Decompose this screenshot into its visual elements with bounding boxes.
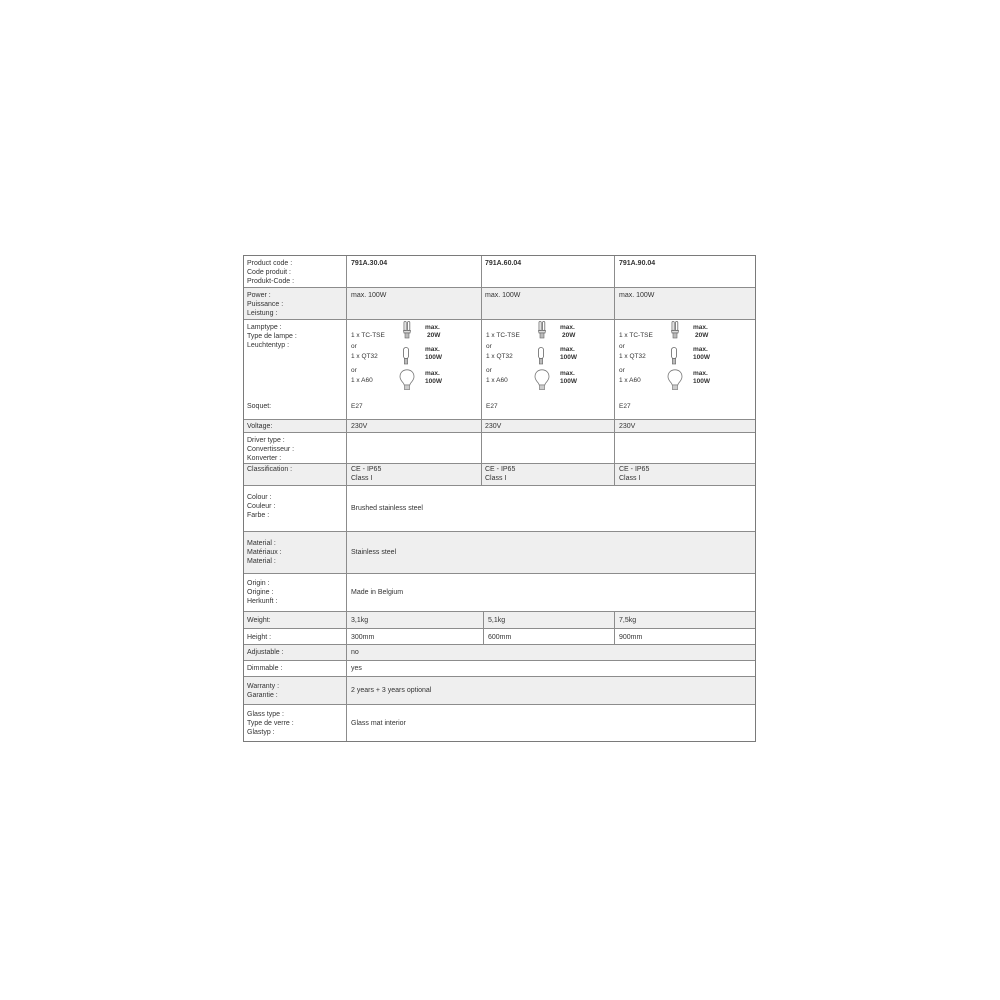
label-voltage bbox=[244, 420, 347, 432]
glass-value: Glass mat interior bbox=[351, 719, 406, 727]
lamp-or: or bbox=[619, 367, 625, 374]
label-origin bbox=[244, 574, 347, 611]
label-line: Type de verre : bbox=[247, 720, 294, 727]
lamp-max: max. bbox=[560, 370, 575, 377]
label-height bbox=[244, 629, 347, 644]
label-adjustable bbox=[244, 645, 347, 660]
lamp-max: max. bbox=[425, 324, 440, 331]
row-product-code bbox=[244, 256, 755, 288]
weight-value: 5,1kg bbox=[488, 617, 506, 624]
lamp-name: 1 x QT32 bbox=[486, 353, 513, 360]
label-line: Dimmable : bbox=[247, 665, 283, 672]
label-line: Height : bbox=[247, 634, 272, 641]
power-value: max. 100W bbox=[619, 292, 655, 299]
product-code-value: 791A.90.04 bbox=[619, 260, 656, 267]
label-line: Konverter : bbox=[247, 455, 282, 462]
classification-1 bbox=[347, 464, 482, 485]
driver-1 bbox=[347, 433, 482, 463]
halogen-bulb-icon bbox=[537, 347, 545, 365]
lamp-max: max. bbox=[425, 346, 440, 353]
label-dimmable bbox=[244, 661, 347, 676]
label-line: Adjustable : bbox=[247, 649, 284, 656]
label-line: Lamptype : bbox=[247, 324, 282, 331]
classification-value: Class I bbox=[485, 475, 507, 482]
height-value: 300mm bbox=[351, 634, 375, 641]
label-warranty bbox=[244, 677, 347, 704]
height-3 bbox=[615, 629, 755, 644]
row-origin bbox=[244, 574, 755, 612]
lamp-or: or bbox=[619, 343, 625, 350]
material-value-cell bbox=[347, 532, 755, 573]
row-power bbox=[244, 288, 755, 320]
label-line: Convertisseur : bbox=[247, 446, 295, 453]
lamp-name: 1 x A60 bbox=[351, 377, 373, 384]
voltage-value: 230V bbox=[351, 423, 368, 430]
label-line: Material : bbox=[247, 540, 276, 547]
product-code-value: 791A.60.04 bbox=[485, 260, 522, 267]
voltage-1 bbox=[347, 420, 482, 432]
row-classification bbox=[244, 464, 755, 486]
weight-3 bbox=[615, 612, 755, 628]
label-line: Code produit : bbox=[247, 269, 291, 276]
compact-fluorescent-bulb-icon bbox=[670, 321, 680, 339]
glass-value-cell bbox=[347, 705, 755, 741]
label-weight bbox=[244, 612, 347, 628]
label-line: Type de lampe : bbox=[247, 333, 297, 340]
height-2 bbox=[484, 629, 615, 644]
lamp-watt: 100W bbox=[560, 354, 577, 361]
label-line: Voltage: bbox=[247, 423, 273, 430]
weight-1 bbox=[347, 612, 484, 628]
power-value: max. 100W bbox=[351, 292, 387, 299]
lamp-or: or bbox=[351, 343, 357, 350]
row-colour bbox=[244, 486, 755, 532]
classification-value: CE - IP65 bbox=[351, 466, 382, 473]
height-value: 600mm bbox=[488, 634, 512, 641]
label-line: Weight: bbox=[247, 617, 271, 624]
lamp-max: max. bbox=[560, 324, 575, 331]
lamp-watt: 100W bbox=[560, 378, 577, 385]
dimmable-value-cell bbox=[347, 661, 755, 676]
socket-value: E27 bbox=[486, 403, 498, 410]
lamp-name: 1 x QT32 bbox=[351, 353, 378, 360]
label-power bbox=[244, 288, 347, 319]
label-line: Driver type : bbox=[247, 437, 285, 444]
lamp-max: max. bbox=[560, 346, 575, 353]
label-line: Classification : bbox=[247, 466, 293, 473]
lamp-or: or bbox=[486, 367, 492, 374]
label-colour bbox=[244, 486, 347, 531]
label-driver bbox=[244, 433, 347, 463]
label-classification bbox=[244, 464, 347, 485]
product-code-1 bbox=[347, 256, 482, 287]
compact-fluorescent-bulb-icon bbox=[537, 321, 547, 339]
classification-value: CE - IP65 bbox=[485, 466, 516, 473]
lamp-name: 1 x TC-TSE bbox=[351, 332, 385, 339]
driver-2 bbox=[482, 433, 615, 463]
driver-3 bbox=[615, 433, 755, 463]
label-line: Puissance : bbox=[247, 301, 284, 308]
label-line: Colour : bbox=[247, 494, 272, 501]
product-code-2 bbox=[482, 256, 615, 287]
row-glass bbox=[244, 705, 755, 741]
label-product-code bbox=[244, 256, 347, 287]
lamp-name: 1 x TC-TSE bbox=[486, 332, 520, 339]
socket-value: E27 bbox=[351, 403, 363, 410]
voltage-value: 230V bbox=[485, 423, 502, 430]
lamp-watt: 20W bbox=[427, 332, 441, 339]
lamp-name: 1 x A60 bbox=[619, 377, 641, 384]
label-line: Power : bbox=[247, 292, 271, 299]
adjustable-value: no bbox=[351, 649, 359, 656]
lamp-watt: 20W bbox=[562, 332, 576, 339]
row-warranty bbox=[244, 677, 755, 705]
product-code-value: 791A.30.04 bbox=[351, 260, 388, 267]
label-line: Origin : bbox=[247, 580, 270, 587]
material-value: Stainless steel bbox=[351, 549, 397, 556]
voltage-2 bbox=[482, 420, 615, 432]
lamp-max: max. bbox=[693, 324, 708, 331]
weight-value: 3,1kg bbox=[351, 617, 369, 624]
lamptype-cell-1 bbox=[347, 320, 482, 419]
classification-3 bbox=[615, 464, 755, 485]
row-height bbox=[244, 629, 755, 645]
label-socket: Soquet: bbox=[247, 403, 272, 410]
label-line: Glass type : bbox=[247, 711, 284, 718]
classification-value: CE - IP65 bbox=[619, 466, 650, 473]
lamptype-cell-2 bbox=[482, 320, 615, 419]
height-value: 900mm bbox=[619, 634, 643, 641]
halogen-bulb-icon bbox=[402, 347, 410, 365]
lamp-watt: 100W bbox=[693, 378, 710, 385]
label-line: Origine : bbox=[247, 589, 274, 596]
label-line: Glastyp : bbox=[247, 729, 275, 736]
lamp-name: 1 x TC-TSE bbox=[619, 332, 653, 339]
colour-value-cell bbox=[347, 486, 755, 531]
lamp-watt: 20W bbox=[695, 332, 709, 339]
row-driver bbox=[244, 433, 755, 464]
power-2 bbox=[482, 288, 615, 319]
row-adjustable bbox=[244, 645, 755, 661]
standard-bulb-icon bbox=[534, 369, 550, 391]
standard-bulb-icon bbox=[667, 369, 683, 391]
row-voltage bbox=[244, 420, 755, 433]
lamp-max: max. bbox=[425, 370, 440, 377]
halogen-bulb-icon bbox=[670, 347, 678, 365]
weight-2 bbox=[484, 612, 615, 628]
lamp-name: 1 x A60 bbox=[486, 377, 508, 384]
compact-fluorescent-bulb-icon bbox=[402, 321, 412, 339]
lamp-name: 1 x QT32 bbox=[619, 353, 646, 360]
label-line: Material : bbox=[247, 558, 276, 565]
origin-value: Made in Belgium bbox=[351, 589, 404, 596]
label-lamptype bbox=[244, 320, 347, 419]
socket-value: E27 bbox=[619, 403, 631, 410]
classification-2 bbox=[482, 464, 615, 485]
dimmable-value: yes bbox=[351, 665, 362, 672]
classification-value: Class I bbox=[619, 475, 641, 482]
voltage-value: 230V bbox=[619, 423, 636, 430]
label-line: Warranty : bbox=[247, 683, 280, 690]
spec-table bbox=[243, 255, 756, 742]
row-dimmable bbox=[244, 661, 755, 677]
weight-value: 7,5kg bbox=[619, 617, 637, 624]
classification-value: Class I bbox=[351, 475, 373, 482]
lamp-or: or bbox=[486, 343, 492, 350]
label-line: Farbe : bbox=[247, 512, 270, 519]
voltage-3 bbox=[615, 420, 755, 432]
lamp-max: max. bbox=[693, 346, 708, 353]
label-line: Couleur : bbox=[247, 503, 276, 510]
origin-value-cell bbox=[347, 574, 755, 611]
row-lamptype bbox=[244, 320, 755, 420]
label-material bbox=[244, 532, 347, 573]
label-line: Leistung : bbox=[247, 310, 278, 317]
power-value: max. 100W bbox=[485, 292, 521, 299]
lamptype-cell-3 bbox=[615, 320, 755, 419]
lamp-watt: 100W bbox=[425, 378, 442, 385]
colour-value: Brushed stainless steel bbox=[351, 505, 423, 512]
height-1 bbox=[347, 629, 484, 644]
standard-bulb-icon bbox=[399, 369, 415, 391]
label-glass bbox=[244, 705, 347, 741]
power-1 bbox=[347, 288, 482, 319]
label-line: Garantie : bbox=[247, 692, 278, 699]
row-weight bbox=[244, 612, 755, 629]
label-line: Herkunft : bbox=[247, 598, 278, 605]
lamp-watt: 100W bbox=[425, 354, 442, 361]
row-material bbox=[244, 532, 755, 574]
product-code-3 bbox=[615, 256, 755, 287]
label-line: Matériaux : bbox=[247, 549, 282, 556]
warranty-value: 2 years + 3 years optional bbox=[351, 687, 432, 694]
lamp-max: max. bbox=[693, 370, 708, 377]
power-3 bbox=[615, 288, 755, 319]
label-line: Produkt-Code : bbox=[247, 278, 295, 285]
label-line: Product code : bbox=[247, 260, 293, 267]
lamp-or: or bbox=[351, 367, 357, 374]
lamp-watt: 100W bbox=[693, 354, 710, 361]
adjustable-value-cell bbox=[347, 645, 755, 660]
warranty-value-cell bbox=[347, 677, 755, 704]
label-line: Leuchtentyp : bbox=[247, 342, 290, 349]
